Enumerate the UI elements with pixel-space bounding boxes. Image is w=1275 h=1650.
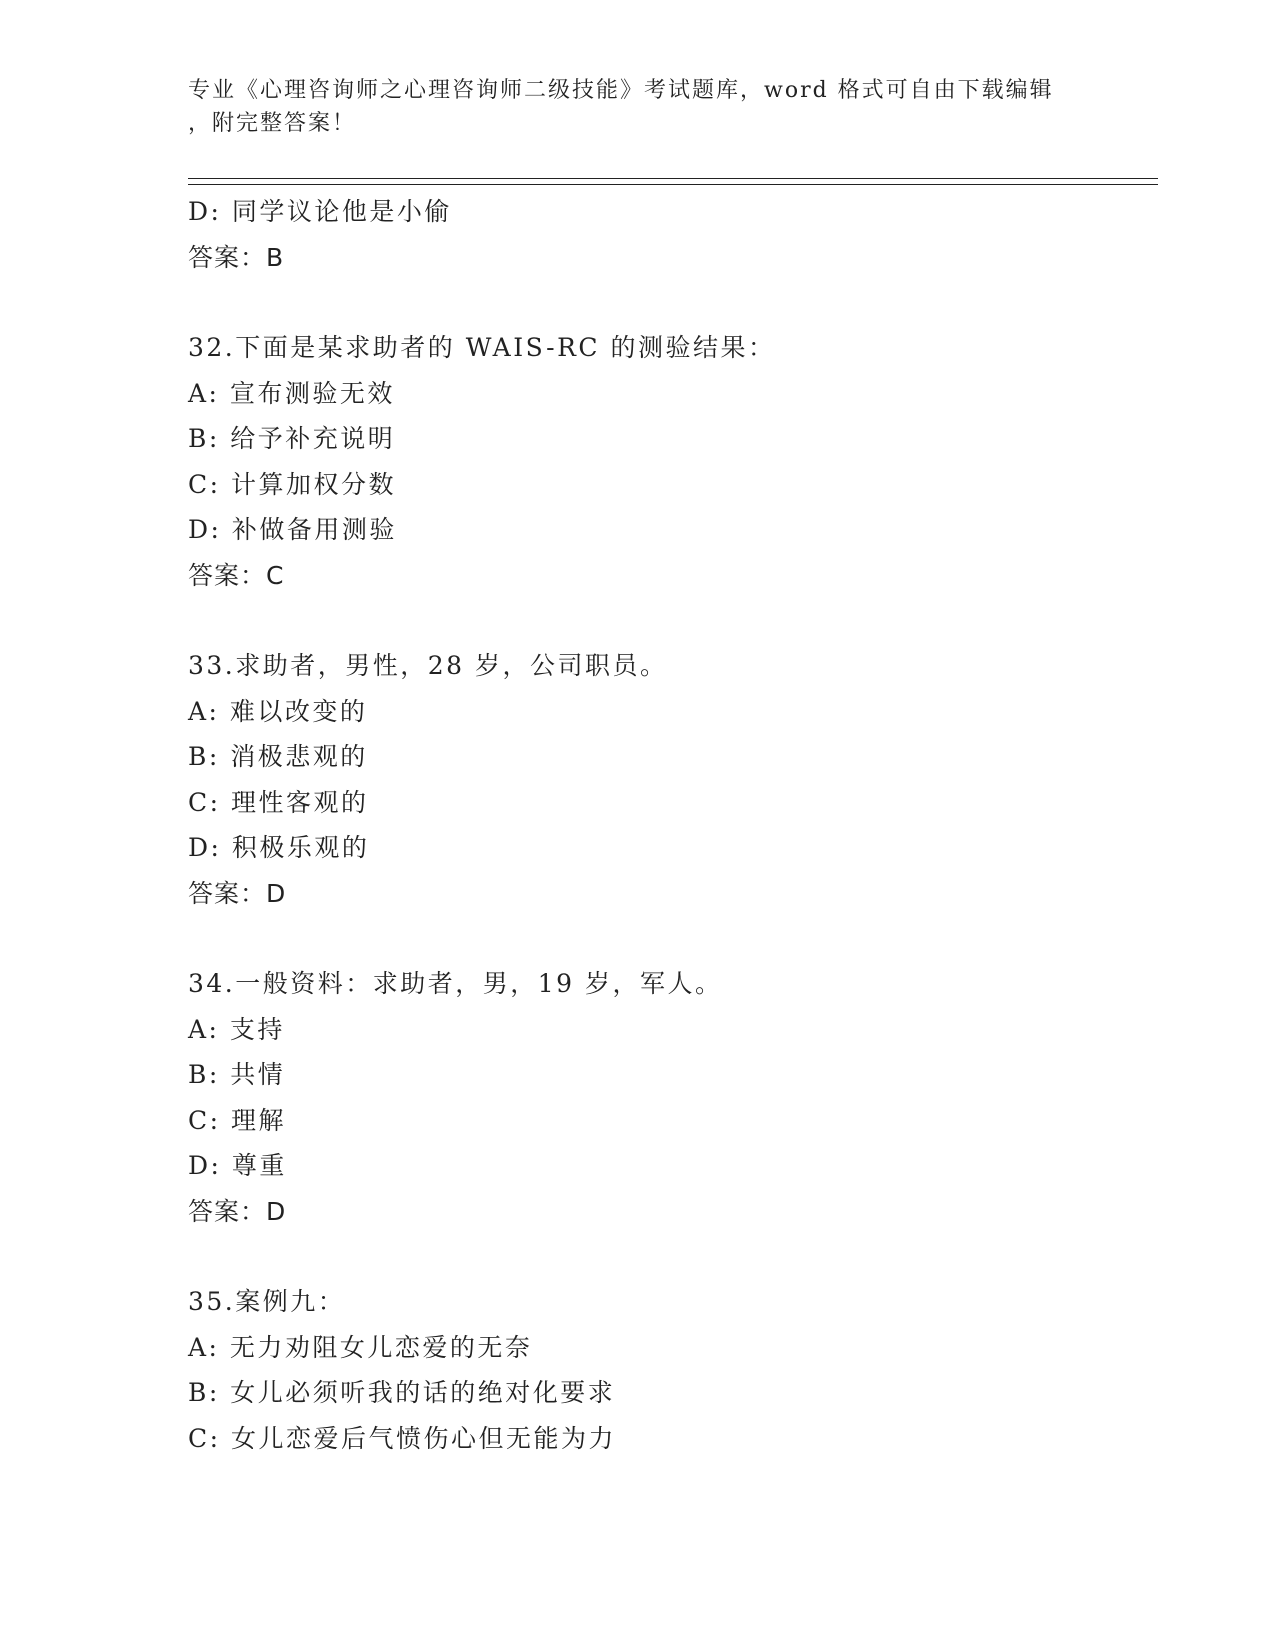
header-line-2: ，附完整答案！ xyxy=(188,111,357,136)
answer-line: 答案：B xyxy=(188,242,285,272)
option-c: C: 理性客观的 xyxy=(188,787,369,817)
option-b: B: 女儿必须听我的话的绝对化要求 xyxy=(188,1378,616,1407)
question-list xyxy=(188,189,1138,1461)
option-b: B: 消极悲观的 xyxy=(188,742,368,771)
question-stem: 35.案例九： xyxy=(188,1287,346,1316)
option-b: B: 给予补充说明 xyxy=(188,424,396,453)
answer-line: 答案：C xyxy=(188,560,285,590)
option-a: A: 难以改变的 xyxy=(188,696,368,726)
option-d: D: 补做备用测验 xyxy=(188,515,397,544)
question-stem: 33.求助者，男性，28 岁，公司职员。 xyxy=(188,651,668,680)
question-stem: 34.一般资料：求助者，男，19 岁，军人。 xyxy=(188,969,723,998)
option-c: C: 理解 xyxy=(188,1105,286,1135)
header-divider-bottom xyxy=(188,184,1158,185)
option-d: D: 同学议论他是小偷 xyxy=(188,197,452,226)
question-34 xyxy=(188,961,1138,1234)
header-line-1: 专业《心理咨询师之心理咨询师二级技能》考试题库，word 格式可自由下载编辑 xyxy=(188,78,1054,103)
option-b: B: 共情 xyxy=(188,1060,286,1089)
answer-line: 答案：D xyxy=(188,1196,287,1226)
option-c: C: 计算加权分数 xyxy=(188,469,396,499)
option-a: A: 支持 xyxy=(188,1014,285,1044)
option-d: D: 尊重 xyxy=(188,1151,287,1180)
question-stem: 32.下面是某求助者的 WAIS-RC 的测验结果： xyxy=(188,333,776,362)
previous-question-tail xyxy=(188,189,1138,280)
question-32 xyxy=(188,325,1138,598)
option-a: A: 宣布测验无效 xyxy=(188,378,395,408)
question-35 xyxy=(188,1279,1138,1461)
answer-line: 答案：D xyxy=(188,878,287,908)
document-header xyxy=(188,74,1088,140)
header-divider-top xyxy=(188,178,1158,179)
option-a: A: 无力劝阻女儿恋爱的无奈 xyxy=(188,1332,533,1362)
option-d: D: 积极乐观的 xyxy=(188,833,370,862)
option-c: C: 女儿恋爱后气愤伤心但无能为力 xyxy=(188,1423,616,1453)
question-33 xyxy=(188,643,1138,916)
